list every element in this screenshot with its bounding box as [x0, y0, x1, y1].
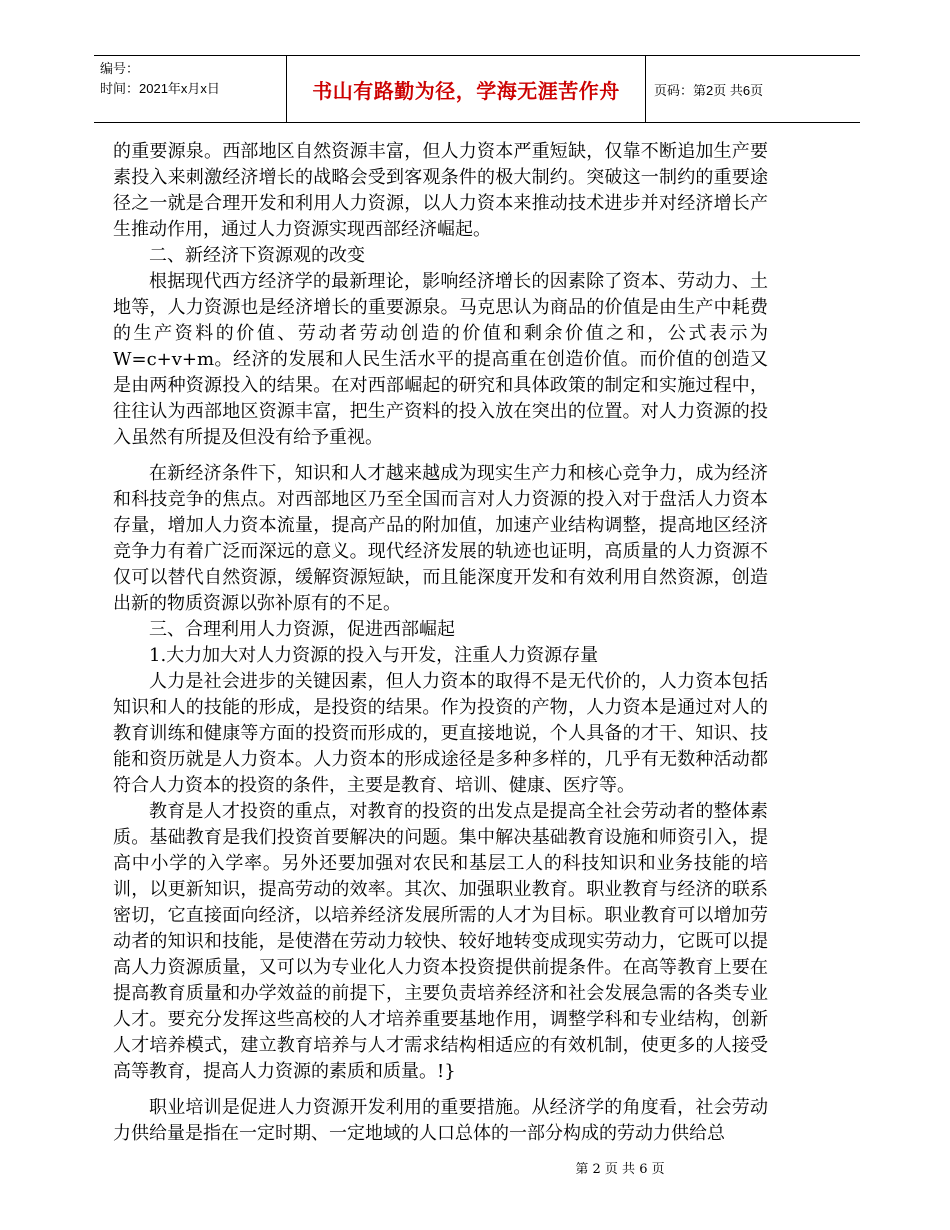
- subsection-heading: 1.大力加大对人力资源的投入与开发，注重人力资源存量: [149, 645, 599, 666]
- paragraph: 的重要源泉。西部地区自然资源丰富，但人力资本严重短缺，仅靠不断追加生产要素投入来刺激经济增长的战略会受到客观条件的极大制约。突破这一制约的重要途径之一就是合理开发和利用人力资源，以人力资本来推动技术进步并对经济增长产生推动作用，通过人力资源实现西部经济崛起。: [113, 141, 768, 240]
- paragraph: 根据现代西方经济学的最新理论，影响经济增长的因素除了资本、劳动力、土地等，人力资源也是经济增长的重要源泉。马克思认为商品的价值是由生产中耗费的生产资料的价值、劳动者劳动创造的价值和剩余价值之和，公式表示为W=c+v+m。经济的发展和人民生活水平的提高重在创造价值。而价值的创造又是由两种资源投入的结果。在对西部崛起的研究和具体政策的制定和实施过程中，往往认为西部地区资源丰富，把生产资料的投入放在突出的位置。对人力资源的投入虽然有所提及但没有给予重视。: [113, 271, 768, 448]
- section-heading: 二、新经济下资源观的改变: [149, 245, 365, 266]
- document-number-label: 编号：: [100, 61, 140, 76]
- document-time: 时间：2021年x月x日: [100, 81, 220, 96]
- paragraph: 职业培训是促进人力资源开发利用的重要措施。从经济学的角度看，社会劳动力供给量是指在一定时期、一定地域的人口总体的一部分构成的劳动力供给总: [113, 1097, 768, 1144]
- document-body: [113, 139, 768, 1147]
- header-page-info: 页码：第2页 共6页: [654, 82, 764, 98]
- header-meta: [94, 56, 286, 122]
- paragraph: 在新经济条件下，知识和人才越来越成为现实生产力和核心竞争力，成为经济和科技竞争的焦点。对西部地区乃至全国而言对人力资源的投入对于盘活人力资本存量，增加人力资本流量，提高产品的附加值，加速产业结构调整，提高地区经济竞争力有着广泛而深远的意义。现代经济发展的轨迹也证明，高质量的人力资源不仅可以替代自然资源，缓解资源短缺，而且能深度开发和有效利用自然资源，创造出新的物质资源以弥补原有的不足。: [113, 463, 768, 614]
- header-motto: 书山有路勤为径，学海无涯苦作舟: [286, 56, 646, 122]
- section-heading: 三、合理利用人力资源，促进西部崛起: [149, 619, 455, 640]
- paragraph: 教育是人才投资的重点，对教育的投资的出发点是提高全社会劳动者的整体素质。基础教育是我们投资首要解决的问题。集中解决基础教育设施和师资引入，提高中小学的入学率。另外还要加强对农民和基层工人的科技知识和业务技能的培训，以更新知识，提高劳动的效率。其次、加强职业教育。职业教育与经济的联系密切，它直接面向经济，以培养经济发展所需的人才为目标。职业教育可以增加劳动者的知识和技能，是使潜在劳动力较快、较好地转变成现实劳动力，它既可以提高人力资源质量，又可以为专业化人力资本投资提供前提条件。在高等教育上要在提高教育质量和办学效益的前提下，主要负责培养经济和社会发展急需的各类专业人才。要充分发挥这些高校的人才培养重要基地作用，调整学科和专业结构，创新人才培养模式，建立教育培养与人才需求结构相适应的有效机制，使更多的人接受高等教育，提高人力资源的素质和质量。!}: [113, 801, 768, 1082]
- page-header: [94, 55, 860, 123]
- page-footer: 第 2 页 共 6 页: [575, 1162, 665, 1177]
- paragraph: 人力是社会进步的关键因素，但人力资本的取得不是无代价的，人力资本包括知识和人的技能的形成，是投资的结果。作为投资的产物，人力资本是通过对人的教育训练和健康等方面的投资而形成的，更直接地说，个人具备的才干、知识、技能和资历就是人力资本。人力资本的形成途径是多种多样的，几乎有无数种活动都符合人力资本的投资的条件，主要是教育、培训、健康、医疗等。: [113, 671, 768, 796]
